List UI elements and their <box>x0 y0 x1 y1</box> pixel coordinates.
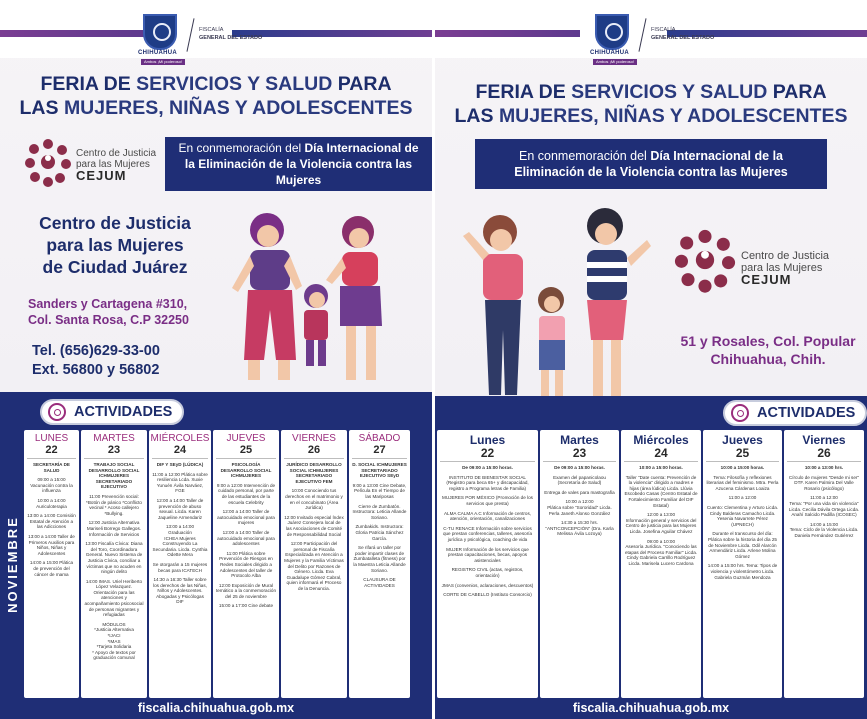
government-logo <box>590 14 745 64</box>
day-time: 10:00 a 15:00 horas. <box>639 465 683 470</box>
title-l2a: LAS <box>19 97 64 119</box>
activity-item: 12:00 a 14:00 Taller de autocuidado emocional para adolescentes <box>217 529 275 547</box>
day-column-4 <box>281 430 347 698</box>
activities-icon <box>48 403 66 421</box>
right-schedule <box>437 430 864 698</box>
logo-state: CHIHUAHUA <box>590 50 630 56</box>
activity-item: 12:00 Invitado especial Índex Juárez Consejera local de las Asociaciones de Comité de Responsabilidad Social <box>284 514 344 537</box>
activity-item: Durante el transcurso del día: Plática sobre la historia del día 25 de Noviembre Licda. Odil Alarcón Armendáriz Licda. Arlene Molina Gómez <box>708 531 777 559</box>
cejum-flower-icon <box>671 226 739 294</box>
day-time: 10:00 a 15:00 horas. <box>720 465 765 470</box>
title-l2b: MUJERES, NIÑAS Y ADOLESCENTES <box>63 97 413 119</box>
day-name: LUNES <box>34 433 69 444</box>
center-name <box>30 212 200 278</box>
activity-item: 10:00 a 12:00 Plática sobre "Sororidad" Licda. Perla Janeth Alonso González <box>547 499 612 516</box>
chihuahua-shield-icon <box>143 14 177 50</box>
left-schedule <box>24 430 410 698</box>
activity-item: Examen del papanicolaou (Secretaría de Salud) <box>553 474 606 486</box>
title-l1b: SERVICIOS Y SALUD <box>571 81 768 103</box>
day-time: 10:00 a 13:00 hrs. <box>804 465 844 470</box>
activity-item: 9:00 a 12:00 Intervención de cuidado personal, por parte de las estudiantes de la escuela Celebrity <box>216 482 276 505</box>
activity-item: C-TU RENACE Información sobre servicios que prestan conferencias, talleres, asesoría jurídica y psicológica, coaching de vida <box>442 525 533 542</box>
left-addr-line2: Col. Santa Rosa, C.P 32250 <box>28 313 189 327</box>
day-column-2 <box>621 430 701 698</box>
cejum-text <box>76 148 156 181</box>
day-column-1 <box>81 430 147 698</box>
cejum-line1: Centro de Justicia <box>741 250 830 262</box>
day-name: SÁBADO <box>358 433 401 444</box>
logo-state: CHIHUAHUA <box>138 50 178 56</box>
activity-item: SECRETARÍA DE SALUD <box>32 462 70 473</box>
activity-item: 11:00 a 12:00 <box>728 495 757 501</box>
activity-item: 14:00 a 15:00 Plática de prevención del cáncer de mama <box>29 560 74 577</box>
day-name: Jueves <box>722 433 763 447</box>
page-title <box>435 80 867 128</box>
agency-line1: FISCALÍA <box>199 27 224 33</box>
activity-item: CLAUSURA DE ACTIVIDADES <box>363 577 396 588</box>
activity-item: 12:00 a 13:00 Información general y servicios del Centro de justicia para las Mujeres Licda. Josefina Aguilar Chávez <box>625 512 697 534</box>
day-name: VIERNES <box>292 433 336 444</box>
day-name: Martes <box>560 433 599 447</box>
activity-item: 12:00 Participación del personal de Fiscalía Especializada en Atención a Mujeres y la Familia Víctimas del Delito por Razones de Género. Licda. Eva Guadalupe Gómez Cabral, quien informará el Proceso de la Denuncia. <box>284 541 344 591</box>
day-number: 26 <box>787 447 861 462</box>
cejum-flower-icon <box>22 136 74 188</box>
activity-item: Círculo de mujeres "Desde mi ser" DTF. Karen Palmira Del Valle Rosario (psicólogo) <box>788 474 860 491</box>
women-girl-illustration <box>455 200 665 415</box>
left-addr-line1: Sanders y Cartagena #310, <box>28 297 188 311</box>
day-time: De 09:00 a 15:00 horas. <box>554 465 605 470</box>
activity-item: MÓDULOS *Justicia Alternativa *IJACI *IMAS *Tarjeta Solidaria * Apoyo de textos por graduación comunal <box>92 621 136 661</box>
activity-item: Tema: Filosofía y reflexiones literarias del feminismo. Mtra. Perla Azucena Cárdenas Loaiza <box>706 474 779 491</box>
day-column-4 <box>784 430 864 698</box>
activity-item: D. SOCIAL ICHMUJERES SECRETARIADO EJECUTIVO SEyD <box>352 462 407 479</box>
logo-agency <box>651 26 714 42</box>
activity-item: 09:00 a 10:00 Asesoría Jurídica. "Conociendo las etapas del Proceso Familiar" Licda. Cindy Gabriela Carrillo Rodríguez Licda. Marisela Lucero Cardona <box>624 538 698 566</box>
activity-item: JURÍDICO DESARROLLO SOCIAL ICHMUJERES SECRETARIADO EJECUTIVO FEM <box>286 462 342 484</box>
day-number: 25 <box>216 444 276 459</box>
government-logo <box>138 14 293 64</box>
header <box>435 0 867 64</box>
day-time: De 09:00 a 15:00 horas. <box>462 465 513 470</box>
day-name: Miércoles <box>633 433 689 447</box>
day-name: MIÉRCOLES <box>150 433 210 444</box>
day-number: 23 <box>543 447 616 462</box>
commemoration-band <box>165 137 432 191</box>
activity-item: JMAS (convenios, aclaraciones, descuentos) <box>441 582 534 588</box>
title-l1b: SERVICIOS Y SALUD <box>136 73 333 95</box>
activity-item: Zumbakids. Instructora: Gloria Patricia Sánchez García. <box>355 524 404 541</box>
women-girl-illustration <box>222 200 392 400</box>
footer-url[interactable]: fiscalia.chihuahua.gob.mx <box>0 698 432 719</box>
agency-line2: GENERAL DEL ESTADO <box>199 35 263 41</box>
cejum-logo <box>22 136 162 196</box>
activity-item: 13:00 a 14:00 Taller de Primeros Auxilios para Niños, Niñas y Adolescentes <box>28 533 75 556</box>
activity-item: 14:00 IMAS. Uriel Heriberto López Velazquez. Orientación para las atenciones y acompañamiento psicosocial de personas migrantes y refugiadas <box>84 578 144 618</box>
activity-item: 9:00 a 13:00 Cine Debate, Película En el Tiempo de las Mariposas <box>352 482 407 499</box>
day-name: MARTES <box>93 433 135 444</box>
activity-item: REGISTRO CIVIL (actas, registros, orientación) <box>451 567 524 578</box>
phone-number: Tel. (656)629-33-00 <box>32 343 160 359</box>
activities-label <box>40 399 184 425</box>
day-column-2 <box>149 430 211 698</box>
header-bar-left <box>435 30 580 37</box>
day-number: 22 <box>440 447 535 462</box>
activity-item: 11:00 Prevención social: *Botón de pánico *Conflicto vecinal * Acoso callejero *Bullying. <box>86 493 142 516</box>
title-l1c: PARA <box>332 73 392 95</box>
day-name: JUEVES <box>226 433 266 444</box>
title-l1c: PARA <box>767 81 827 103</box>
cejum-abbr: CEJUM <box>76 168 127 183</box>
footer-url[interactable]: fiscalia.chihuahua.gob.mx <box>435 698 867 719</box>
band-bold: Día Internacional de la Eliminación de la Violencia contra las Mujeres <box>514 149 788 179</box>
month-text: NOVIEMBRE <box>4 515 20 613</box>
center-line1: Centro de Justicia <box>39 213 191 233</box>
activity-item: 14:30 a 15:30 hrs. "ANTICONCEPCIÓN" (Dra. Karla Melissa Ávila Lozoya) <box>545 520 614 537</box>
cejum-line1: Centro de Justicia <box>76 148 157 159</box>
activity-item: 14:00 a 15:00 hrs. Tema: Tipos de violencia y violentómetro Licda. Gabriela Guzmán Mendoza <box>707 563 778 580</box>
title-l1a: FERIA DE <box>475 81 572 103</box>
activity-item: 15:00 a 17:00 Cine debate <box>218 603 274 609</box>
logo-divider <box>186 18 194 51</box>
left-address <box>28 296 189 328</box>
activity-item: DIF Y SEyD (LÚDICA) <box>156 462 204 467</box>
activity-item: 10:00 a 14:00 Auriculoterapia <box>36 497 67 509</box>
activity-item: 09:00 a 15:00 Vacunación contra la influenza <box>30 477 73 494</box>
activity-item: 13:00 a 14:00 Graduación ICHEA Mujeres Construyendo La Secundaria. Licda. Cynthia Odette Mera <box>152 524 208 558</box>
header-bar-left <box>0 30 145 37</box>
month-label <box>2 430 22 698</box>
activity-item: PSICOLOGÍA DESARROLLO SOCIAL ICHMUJERES <box>220 462 272 479</box>
activity-item: MUJERES POR MÉXICO (Promoción de los servicios que presta) <box>442 495 533 506</box>
agency-line1: FISCALÍA <box>651 27 676 33</box>
phone-ext: Ext. 56800 y 56802 <box>32 362 160 378</box>
cejum-line2: para las Mujeres <box>76 159 150 170</box>
day-number: 23 <box>84 444 144 459</box>
center-line3: de Ciudad Juárez <box>42 257 188 277</box>
activity-item: CORTE DE CABELLO (Instituto Consorcio) <box>443 592 532 598</box>
right-addr-line2: Chihuahua, Chih. <box>710 351 826 367</box>
day-number: 24 <box>152 444 208 459</box>
day-name: Lunes <box>469 433 506 447</box>
commemoration-band <box>475 139 827 189</box>
right-address <box>673 332 863 368</box>
band-pre: En conmemoración del <box>518 149 651 163</box>
logo-agency <box>199 26 262 42</box>
day-number: 22 <box>27 444 76 459</box>
logo-slogan: Ambos ¡Mi poderoso! <box>141 59 185 65</box>
right-addr-line1: 51 y Rosales, Col. Popular <box>680 333 856 349</box>
poster-chihuahua <box>435 0 867 719</box>
activity-item: 11:00 a 12:00 Tema: "Por una vida sin violencia" Licda. Cecilia Dávila Ortega Licda. Anahí Salcido Padilla (ICOSEC) <box>788 495 860 518</box>
band-pre: En conmemoración del <box>178 141 305 155</box>
logo-slogan: Ambos ¡Mi poderoso! <box>593 59 637 65</box>
activity-item: Entrega de vales para mastografía <box>544 489 615 495</box>
day-column-3 <box>703 430 782 698</box>
activities-label <box>723 400 867 426</box>
day-column-3 <box>213 430 279 698</box>
cejum-abbr: CEJUM <box>741 272 792 287</box>
activity-item: 12:00 a 14:00 Taller de autocuidado emocional para mujeres <box>217 509 275 526</box>
title-l2a: LAS <box>454 105 499 127</box>
day-number: 26 <box>284 444 344 459</box>
day-number: 24 <box>624 447 698 462</box>
activity-item: Se otorgarán a 15 mujeres becas para ICATECH <box>152 561 208 573</box>
cejum-line2: para las Mujeres <box>741 262 823 274</box>
activity-item: 11:00 Plática sobre Prevención de Riesgos en Redes Sociales dirigido a Adolescentes del taller de Protocolo Alba <box>219 550 273 579</box>
left-phone <box>32 342 160 380</box>
activity-item: 11:00 a 12:00 Plática sobre resiliencia Lcda. Xuxie Yunuén Ávila Narváez, FGE <box>152 471 208 494</box>
activity-item: Cierre de Zumbatón. Instructora: Leticia Allande Soriano. <box>352 503 407 520</box>
day-column-5 <box>349 430 410 698</box>
activity-item: 14:30 a 16:30 Taller sobre los derechos de las Niñas, Niños y Adolescentes. Abogadas y Psicólogas DIF <box>153 577 207 605</box>
activity-item: 13:00 a 14:00 Comisión Estatal de Atención a las Adicciones <box>27 513 76 530</box>
activity-item: Se rifará un taller por poder impartir clases de Zumbatalleta (fitness) por la Maestra Leticia Allande Soriano. <box>353 545 406 573</box>
activities-title: ACTIVIDADES <box>757 405 856 421</box>
poster-ciudad-juarez <box>0 0 432 719</box>
cejum-logo <box>671 226 851 286</box>
activity-item: 10:00 Conociendo tus derechos en el matrimonio y en el concubinato (Área Jurídica) <box>285 488 343 511</box>
cejum-text <box>741 250 829 286</box>
activity-item: TRABAJO SOCIAL DESARROLLO SOCIAL ICHMUJERES SECRETARIADO EJECUTIVO <box>88 462 140 490</box>
activity-item: 12:00 Exposición de Mural temático a la conmemoración del 25 de noviembre <box>216 582 277 599</box>
day-number: 27 <box>352 444 407 459</box>
title-l1a: FERIA DE <box>40 73 137 95</box>
activity-item: MUJER Información de los servicios que prestan capacitaciones, becas, apoyos asistenciales <box>446 546 529 563</box>
day-column-0 <box>437 430 538 698</box>
activity-item: 13:00 Fiscalía Cívica: Diana del Toro, Coordinadora General. Nuevo Sistema de Justicia Cívica, conciliar a víctimas que no acuden en ningún delito <box>85 541 143 575</box>
day-column-0 <box>24 430 79 698</box>
activity-item: Taller "Date cuenta: Prevención de la violencia" dirigido a madres e hijas (área lúdica) Licda. Llúvia Escobedo Casas (Centro Estatal de Fortalecimiento Familiar del DIF Estatal) <box>624 474 698 508</box>
page-title <box>0 72 432 120</box>
activity-item: 12:00 a 14:00 Taller de prevención de abuso sexual. Licda. Karen Jaqueline Armendariz <box>156 497 204 520</box>
day-number: 25 <box>706 447 779 462</box>
header <box>0 0 432 64</box>
activity-item: 12:00 Justicia Alternativa Mariseli Borrego Gallegos. Información de Servicios <box>86 520 142 537</box>
activities-title: ACTIVIDADES <box>74 404 173 420</box>
activity-item: ALMA CALMA A.C Información de centros, atención, orientación, canalizaciones <box>443 510 532 522</box>
day-column-1 <box>540 430 619 698</box>
activity-item: INSTITUTO DE BIENESTAR SOCIAL (Registro para beca 65+ y discapacidad, registro a Programa letras de Familia) <box>446 474 529 491</box>
title-l2b: MUJERES, NIÑAS Y ADOLESCENTES <box>498 105 848 127</box>
activity-item: Cuento: Clementina y Arturo Licda. Cindy Balderas Camacho Licda. Yesenia Navarrete Pérez (UPNECH) <box>706 504 779 527</box>
agency-line2: GENERAL DEL ESTADO <box>651 35 715 41</box>
day-name: Viernes <box>802 433 846 447</box>
activities-icon <box>731 404 749 422</box>
center-line2: para las Mujeres <box>46 235 184 255</box>
chihuahua-shield-icon <box>595 14 629 50</box>
band-bold: Día Internacional de la Eliminación de la Violencia contra las Mujeres <box>184 141 419 187</box>
activity-item: 14:00 a 15:00 Tema: Ciclo de la Violencia Licda. Daniela Fernández Gutiérrez <box>789 521 859 538</box>
logo-divider <box>638 18 646 51</box>
